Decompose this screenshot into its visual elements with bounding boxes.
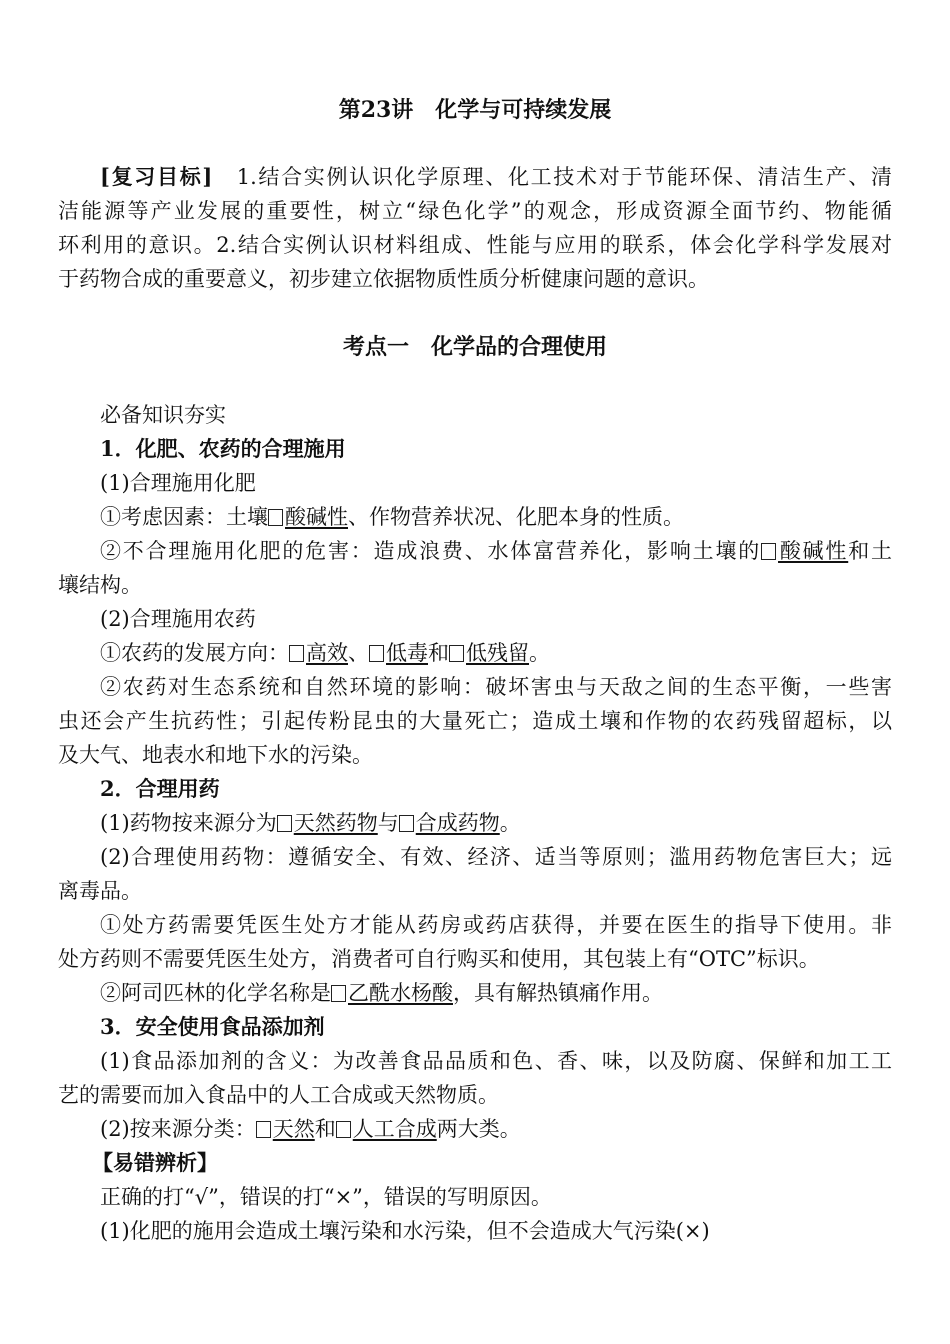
answer-blank-box <box>289 645 304 662</box>
answer-blank-box <box>399 815 414 832</box>
lesson-title: 第23讲 化学与可持续发展 <box>338 97 612 123</box>
answer-blank: 酸碱性 <box>778 539 849 563</box>
sub-pesticide: (2)合理施用农药 <box>100 607 256 631</box>
sub-fertilizer: (1)合理施用化肥 <box>100 471 256 495</box>
pesticide-direction: ①农药的发展方向： 高效、 低毒和 低残留。 <box>100 641 550 665</box>
review-line-4: 于药物合成的重要意义，初步建立依据物质性质分析健康问题的意识。 <box>58 267 709 291</box>
answer-blank-box <box>369 645 384 662</box>
additive-def-2: 艺的需要而加入食品中的人工合成或天然物质。 <box>58 1083 499 1107</box>
prescription-2: 处方药则不需要凭医生处方，消费者可自行购买和使用，其包装上有“OTC”标识。 <box>58 947 820 971</box>
answer-blank: 天然 <box>272 1117 315 1141</box>
review-label: [复习目标] <box>100 164 213 189</box>
answer-blank: 人工合成 <box>352 1117 437 1141</box>
heading-medicine: 2．合理用药 <box>100 776 220 801</box>
fertilizer-harm-cont: 壤结构。 <box>58 573 142 597</box>
section-title: 考点一 化学品的合理使用 <box>342 334 607 360</box>
answer-blank: 天然药物 <box>293 811 378 835</box>
heading-fertilizer-pesticide: 1．化肥、农药的合理施用 <box>100 436 346 461</box>
pesticide-impact-3: 及大气、地表水和地下水的污染。 <box>58 743 373 767</box>
fertilizer-harm: ②不合理施用化肥的危害：造成浪费、水体富营养化，影响土壤的 酸碱性和土 <box>100 539 893 563</box>
medicine-use-2: 离毒品。 <box>58 879 142 903</box>
answer-blank: 酸碱性 <box>285 505 348 529</box>
aspirin-line: ②阿司匹林的化学名称是 乙酰水杨酸，具有解热镇痛作用。 <box>100 981 663 1005</box>
answer-blank-box <box>331 985 346 1002</box>
pitfall-instruction: 正确的打“√”，错误的打“×”，错误的写明原因。 <box>100 1185 552 1209</box>
pesticide-impact-2: 虫还会产生抗药性；引起传粉昆虫的大量死亡；造成土壤和作物的农药残留超标，以 <box>58 709 892 733</box>
pitfall-item-1: (1)化肥的施用会造成土壤污染和水污染，但不会造成大气污染(×) <box>100 1219 710 1243</box>
answer-blank: 合成药物 <box>415 811 500 835</box>
answer-blank: 低毒 <box>386 641 428 665</box>
review-line-2: 洁能源等产业发展的重要性，树立“绿色化学”的观念，形成资源全面节约、物能循 <box>58 199 892 223</box>
medicine-use-1: (2)合理使用药物：遵循安全、有效、经济、适当等原则；滥用药物危害巨大；远 <box>100 845 892 869</box>
medicine-source: (1)药物按来源分为 天然药物与 合成药物。 <box>100 811 521 835</box>
heading-food-additives: 3．安全使用食品添加剂 <box>100 1014 325 1039</box>
fertilizer-factors: ①考虑因素：土壤 酸碱性、作物营养状况、化肥本身的性质。 <box>100 505 684 529</box>
answer-blank-box <box>256 1121 271 1138</box>
knowledge-heading: 必备知识夯实 <box>100 403 226 427</box>
answer-blank-box <box>277 815 292 832</box>
answer-blank-box <box>336 1121 351 1138</box>
review-line-3: 环利用的意识。2.结合实例认识材料组成、性能与应用的联系，体会化学科学发展对 <box>58 233 892 257</box>
pesticide-impact-1: ②农药对生态系统和自然环境的影响：破坏害虫与天敌之间的生态平衡，一些害 <box>100 675 892 699</box>
review-line-1: [复习目标] 1.结合实例认识化学原理、化工技术对于节能环保、清洁生产、清 <box>100 164 892 189</box>
answer-blank-box <box>449 645 464 662</box>
prescription-1: ①处方药需要凭医生处方才能从药房或药店获得，并要在医生的指导下使用。非 <box>100 913 892 937</box>
additive-def-1: (1)食品添加剂的含义：为改善食品品质和色、香、味，以及防腐、保鲜和加工工 <box>100 1049 892 1073</box>
answer-blank-box <box>761 543 776 560</box>
answer-blank: 高效 <box>306 641 348 665</box>
pitfall-heading: 【易错辨析】 <box>92 1150 218 1175</box>
answer-blank: 低残留 <box>466 641 529 665</box>
additive-source: (2)按来源分类： 天然和 人工合成两大类。 <box>100 1117 521 1141</box>
answer-blank: 乙酰水杨酸 <box>348 981 453 1005</box>
answer-blank-box <box>268 509 283 526</box>
